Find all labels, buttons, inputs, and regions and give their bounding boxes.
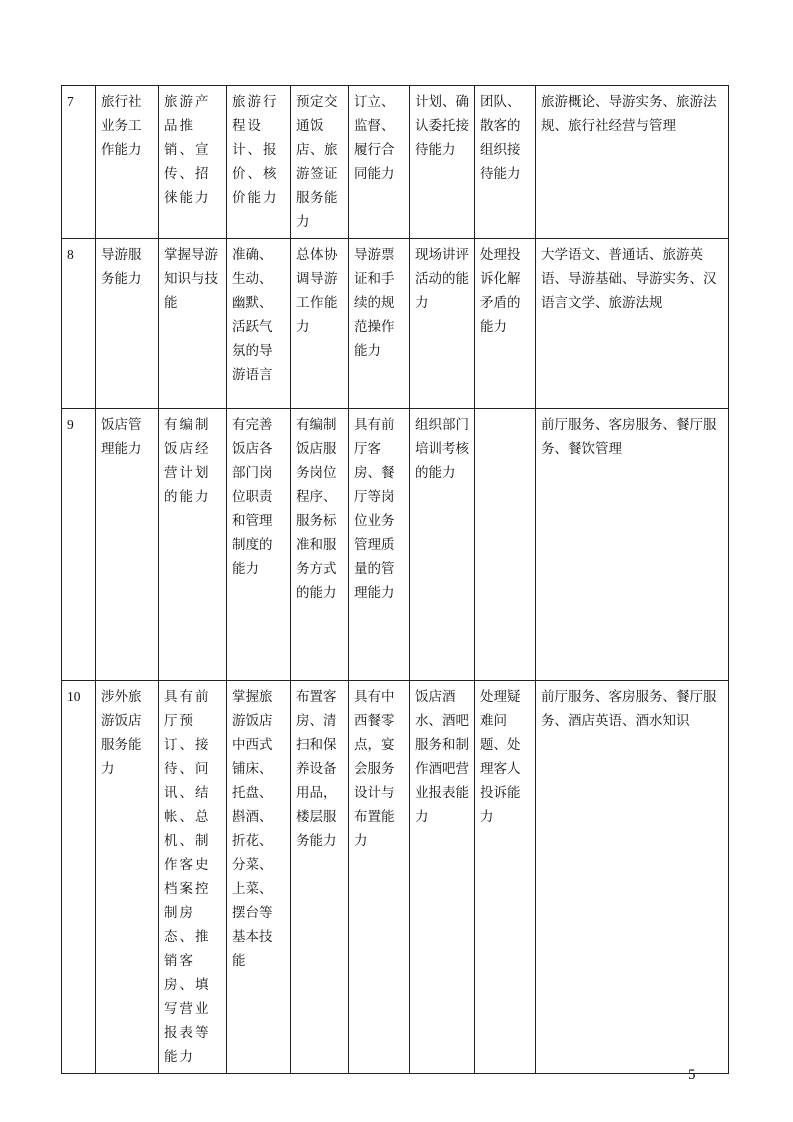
ability-cell: 导游票证和手续的规范操作能力: [349, 239, 410, 409]
ability-cell: 预定交通饭店、旅游签证服务能力: [291, 86, 349, 239]
ability-cell: 布置客房、清扫和保养设备用品，楼层服务能力: [291, 681, 349, 1074]
ability-cell: 具有前厅预订、接待、问讯、结帐、总机、制作客史档案控制房态、推销客房、填写营业报表等能力: [159, 681, 227, 1074]
ability-cell: 掌握旅游饭店中西式铺床、托盘、斟酒、折花、分菜、上菜、摆台等基本技能: [227, 681, 291, 1074]
ability-cell: 计划、确认委托接待能力: [410, 86, 475, 239]
courses-cell: 前厅服务、客房服务、餐厅服务、餐饮管理: [536, 409, 729, 681]
table-row: [62, 86, 729, 239]
ability-cell: 团队、散客的组织接待能力: [475, 86, 536, 239]
page-number: 5: [688, 1067, 696, 1083]
ability-cell: 有完善饭店各部门岗位职责和管理制度的能力: [227, 409, 291, 681]
ability-cell: 总体协调导游工作能力: [291, 239, 349, 409]
ability-cell: 处理投诉化解矛盾的能力: [475, 239, 536, 409]
table-row: [62, 239, 729, 409]
ability-cell: 旅游行程设计、报价、核价能力: [227, 86, 291, 239]
row-number: 7: [62, 86, 96, 239]
ability-cell: 准确、生动、幽默、活跃气氛的导游语言: [227, 239, 291, 409]
ability-cell: 有编制饭店服务岗位程序、服务标准和服务方式的能力: [291, 409, 349, 681]
ability-cell: 现场讲评活动的能力: [410, 239, 475, 409]
ability-cell: 处理疑难问题、处理客人投诉能力: [475, 681, 536, 1074]
ability-table: [61, 85, 729, 1074]
ability-cell: 组织部门培训考核的能力: [410, 409, 475, 681]
courses-cell: 前厅服务、客房服务、餐厅服务、酒店英语、酒水知识: [536, 681, 729, 1074]
row-number: 9: [62, 409, 96, 681]
ability-cell: 具有前厅客房、餐厅等岗位业务管理质量的管理能力: [349, 409, 410, 681]
table-row: [62, 681, 729, 1074]
ability-cell: 具有中西餐零点，宴会服务设计与布置能力: [349, 681, 410, 1074]
ability-cell: 掌握导游知识与技能: [159, 239, 227, 409]
ability-name-cell: 导游服务能力: [96, 239, 159, 409]
ability-name-cell: 旅行社业务工作能力: [96, 86, 159, 239]
row-number: 10: [62, 681, 96, 1074]
ability-name-cell: 饭店管理能力: [96, 409, 159, 681]
ability-cell: 旅游产品推销、宣传、招徕能力: [159, 86, 227, 239]
courses-cell: 旅游概论、导游实务、旅游法规、旅行社经营与管理: [536, 86, 729, 239]
row-number: 8: [62, 239, 96, 409]
ability-cell: 订立、监督、履行合同能力: [349, 86, 410, 239]
ability-name-cell: 涉外旅游饭店服务能力: [96, 681, 159, 1074]
ability-cell: 有编制饭店经营计划的能力: [159, 409, 227, 681]
table-row: [62, 409, 729, 681]
courses-cell: 大学语文、普通话、旅游英语、导游基础、导游实务、汉语言文学、旅游法规: [536, 239, 729, 409]
empty-cell: [475, 409, 536, 681]
ability-cell: 饭店酒水、酒吧服务和制作酒吧营业报表能力: [410, 681, 475, 1074]
